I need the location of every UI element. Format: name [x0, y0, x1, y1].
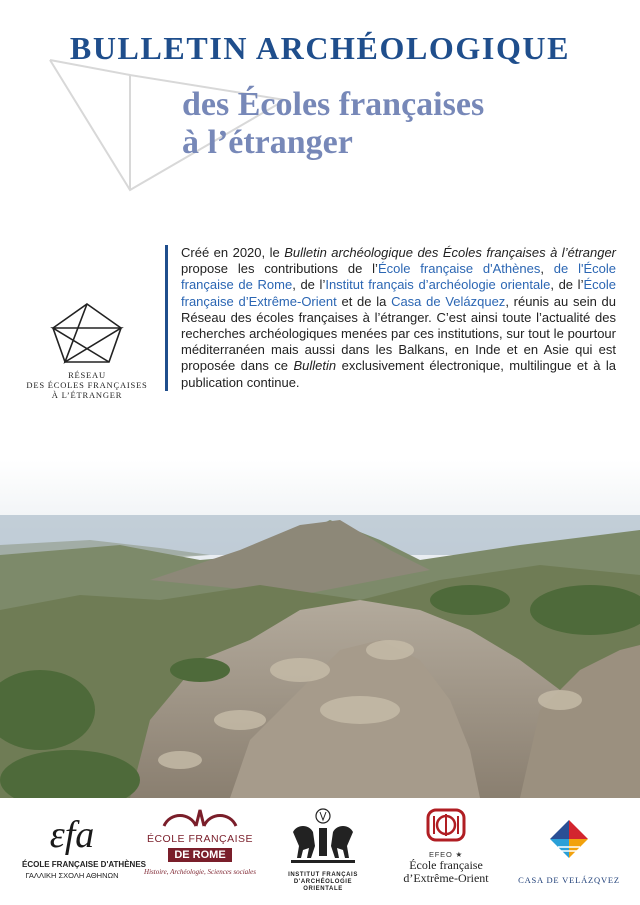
efr-name-2: DE ROME — [168, 848, 231, 862]
casa-name: CASA DE VELÁZQVEZ — [518, 875, 620, 885]
star-icon: ★ — [455, 850, 464, 859]
intro-text: propose les contributions de l’ — [181, 261, 378, 277]
ifao-name-1: INSTITUT FRANÇAIS — [288, 872, 358, 878]
efeo-emblem-icon — [422, 806, 470, 844]
intro-text: et de la — [336, 293, 392, 309]
bulletin-title: BULLETIN ARCHÉOLOGIQUE — [69, 30, 571, 66]
efa-mark: εfa — [49, 814, 95, 856]
logo-efeo — [390, 806, 502, 885]
ifao-name-2: D'ARCHÉOLOGIE ORIENTALE — [293, 879, 353, 892]
efa-name-greek: ΓΑΛΛΙΚΗ ΣΧΟΛΗ ΑΘΗΝΩΝ — [25, 871, 119, 880]
efa-name: ÉCOLE FRANÇAISE D'ATHÈNES — [22, 860, 146, 869]
lions-emblem-icon — [287, 806, 359, 866]
network-logo — [22, 300, 152, 416]
intro-text: Créé en 2020, le — [181, 245, 285, 260]
intro-text: , — [540, 261, 554, 277]
intro-text: , de l’ — [550, 277, 584, 293]
efr-name-1: ÉCOLE FRANÇAISE — [146, 833, 254, 845]
efeo-code-text: EFEO — [428, 850, 453, 859]
network-line-2: DES ÉCOLES FRANÇAISES — [26, 380, 148, 390]
link-efeo[interactable]: École française d’Extrême-Orient — [181, 277, 616, 309]
logo-efa — [22, 806, 146, 880]
subtitle-line-2: à l’étranger — [182, 124, 353, 161]
logo-ifao — [278, 806, 368, 893]
efeo-name-1: École française — [409, 858, 483, 872]
intro-text: , réunis au sein du Réseau des écoles françaises à l’étranger. C’est ainsi toute l’actualité des recherches archéologiques menées par ces institutions, sur tout le pourtour méditerranéen mais aussi dans les Balkans, en Inde et en Asie qui est proposée dans ce — [181, 293, 616, 374]
logo-casa-velazquez — [510, 806, 628, 885]
intro-paragraph — [165, 245, 616, 391]
link-efr[interactable]: de l'École française de Rome — [181, 261, 616, 293]
efr-tagline: Histoire, Archéologie, Sciences sociales — [144, 868, 256, 876]
intro-text: , de l’ — [292, 277, 326, 293]
subtitle-line-1: des Écoles françaises — [182, 86, 485, 123]
partner-logos — [0, 798, 640, 905]
intro-italic-title: Bulletin archéologique des Écoles françaises à l’étranger — [284, 245, 617, 260]
link-efa[interactable]: École française d'Athènes — [377, 261, 541, 277]
intro-italic-bulletin: Bulletin — [293, 358, 337, 374]
efeo-name-2: d’Extrême-Orient — [403, 871, 489, 885]
intro-text: exclusivement électronique, multilingue et à la publication continue. — [181, 358, 617, 390]
logo-efr — [140, 806, 260, 876]
arch-icon — [160, 806, 240, 828]
link-casa[interactable]: Casa de Velázquez — [391, 293, 506, 309]
pentagon-network-icon — [47, 300, 127, 366]
landscape-photo — [0, 460, 640, 798]
network-line-3: À L’ÉTRANGER — [51, 390, 123, 400]
network-line-1: RÉSEAU — [68, 370, 106, 380]
link-ifao[interactable]: Institut français d’archéologie orientale — [325, 277, 551, 293]
casa-emblem-icon — [546, 816, 592, 862]
bulletin-subtitle — [182, 86, 484, 162]
